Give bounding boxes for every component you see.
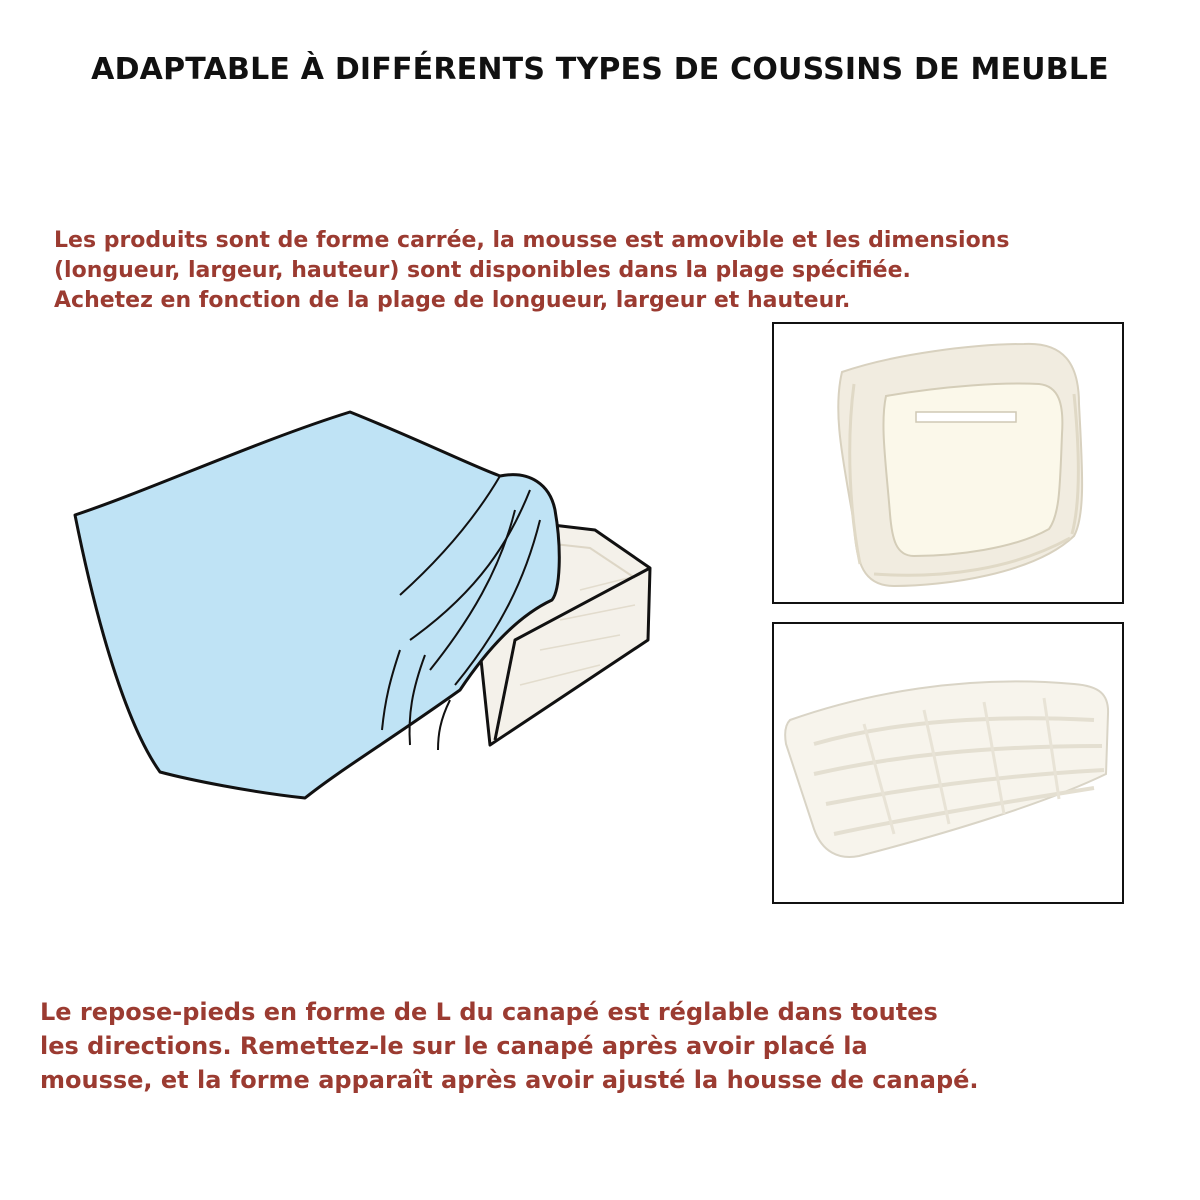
footer-line: les directions. Remettez-le sur le canapé après avoir placé la	[40, 1032, 868, 1060]
cover-open-photo	[772, 322, 1124, 604]
intro-line: Les produits sont de forme carrée, la mousse est amovible et les dimensions	[54, 228, 1010, 253]
cover-fitted-image	[774, 624, 1124, 904]
intro-line: (longueur, largeur, hauteur) sont disponibles dans la plage spécifiée.	[54, 258, 911, 283]
footer-line: Le repose-pieds en forme de L du canapé est réglable dans toutes	[40, 998, 938, 1026]
cover-open-image	[774, 324, 1124, 604]
cover-fitted-photo	[772, 622, 1124, 904]
cushion-cover-illustration	[60, 400, 680, 810]
page-title: ADAPTABLE À DIFFÉRENTS TYPES DE COUSSINS DE MEUBLE	[91, 52, 1109, 87]
intro-line: Achetez en fonction de la plage de longueur, largeur et hauteur.	[54, 288, 851, 313]
intro-paragraph	[54, 226, 1009, 316]
footer-paragraph	[40, 995, 979, 1097]
footer-line: mousse, et la forme apparaît après avoir ajusté la housse de canapé.	[40, 1066, 979, 1094]
